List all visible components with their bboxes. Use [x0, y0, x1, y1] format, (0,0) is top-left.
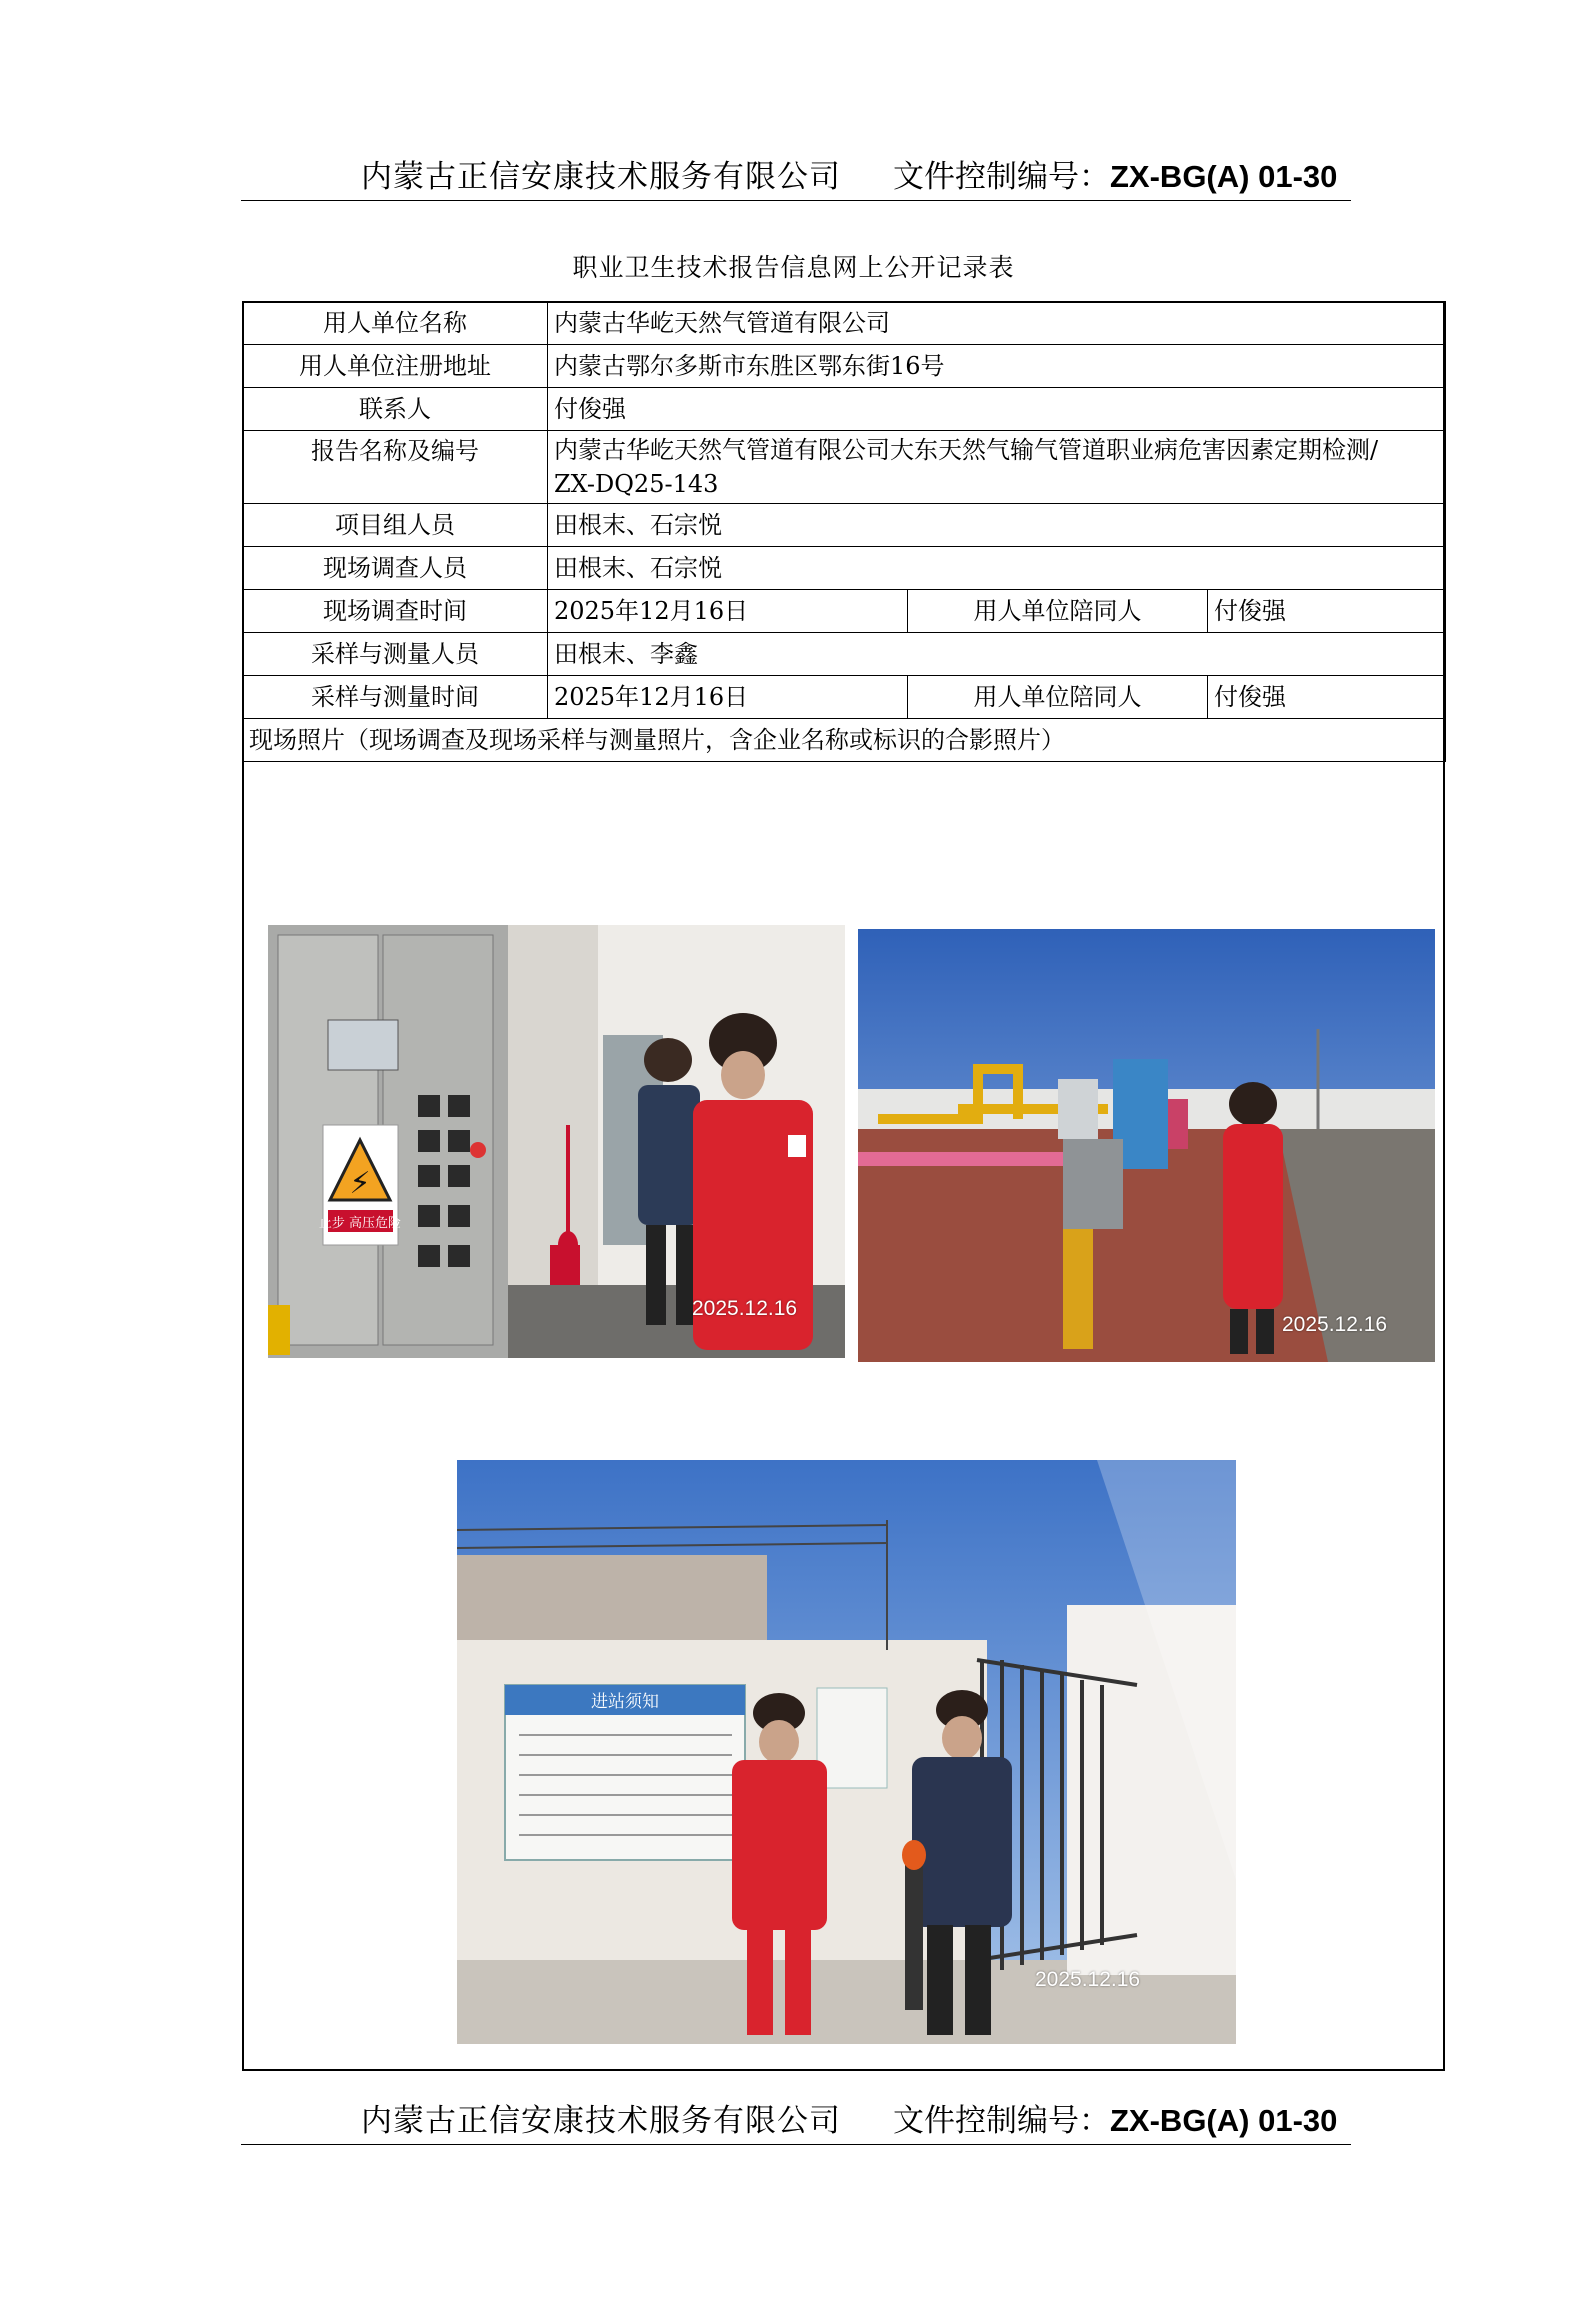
label-project-team: 项目组人员 — [243, 504, 548, 547]
photos-heading: 现场照片（现场调查及现场采样与测量照片，含企业名称或标识的合影照片） — [243, 719, 1446, 762]
label-contact: 联系人 — [243, 388, 548, 431]
label-survey-staff: 现场调查人员 — [243, 547, 548, 590]
row-contact — [243, 388, 1446, 431]
page-header — [241, 150, 1351, 201]
control-code: ZX-BG(A) 01-30 — [1110, 159, 1338, 194]
value-employer-name: 内蒙古华屹天然气管道有限公司 — [548, 302, 1446, 345]
control-code: ZX-BG(A) 01-30 — [1110, 2103, 1338, 2138]
company-name: 内蒙古正信安康技术服务有限公司 — [361, 2103, 841, 2139]
photo-date-stamp: 2025.12.16 — [692, 1297, 798, 1320]
row-report — [243, 431, 1446, 504]
value-sampling-staff: 田根末、李鑫 — [548, 633, 1446, 676]
row-employer-name — [243, 302, 1446, 345]
label-employer-name: 用人单位名称 — [243, 302, 548, 345]
control-number — [893, 2095, 1337, 2140]
value-survey-escort: 付俊强 — [1208, 590, 1446, 633]
svg-text:⚡: ⚡ — [349, 1166, 371, 1201]
value-sampling-time: 2025年12月16日 — [548, 676, 908, 719]
value-project-team: 田根末、石宗悦 — [548, 504, 1446, 547]
row-sampling-staff — [243, 633, 1446, 676]
label-report: 报告名称及编号 — [243, 431, 548, 504]
value-survey-staff: 田根末、石宗悦 — [548, 547, 1446, 590]
notice-board-title: 进站须知 — [591, 1692, 659, 1712]
value-survey-time: 2025年12月16日 — [548, 590, 908, 633]
value-report: 内蒙古华屹天然气管道有限公司大东天然气输气管道职业病危害因素定期检测/ ZX-DQ25-143 — [548, 431, 1446, 504]
control-label: 文件控制编号： — [893, 159, 1110, 195]
photo-pipeline-station — [858, 929, 1435, 1362]
company-name: 内蒙古正信安康技术服务有限公司 — [361, 159, 841, 195]
photo-station-entrance — [457, 1460, 1236, 2044]
value-employer-address: 内蒙古鄂尔多斯市东胜区鄂东街16号 — [548, 345, 1446, 388]
value-sampling-escort: 付俊强 — [1208, 676, 1446, 719]
row-survey-staff — [243, 547, 1446, 590]
warning-sign-text: 止步 高压危险 — [318, 1216, 402, 1231]
control-number — [893, 151, 1337, 196]
label-sampling-time: 采样与测量时间 — [243, 676, 548, 719]
label-employer-address: 用人单位注册地址 — [243, 345, 548, 388]
page-footer — [241, 2094, 1351, 2145]
photo-switchgear-room — [268, 925, 845, 1358]
label-survey-time: 现场调查时间 — [243, 590, 548, 633]
row-employer-address — [243, 345, 1446, 388]
value-contact: 付俊强 — [548, 388, 1446, 431]
record-table — [242, 301, 1446, 762]
document-title: 职业卫生技术报告信息网上公开记录表 — [572, 253, 1015, 282]
row-photos-heading — [243, 719, 1446, 762]
row-sampling-time — [243, 676, 1446, 719]
label-sampling-escort: 用人单位陪同人 — [908, 676, 1208, 719]
photo-date-stamp: 2025.12.16 — [1282, 1313, 1388, 1336]
row-project-team — [243, 504, 1446, 547]
photo-date-stamp: 2025.12.16 — [1035, 1968, 1141, 1991]
label-survey-escort: 用人单位陪同人 — [908, 590, 1208, 633]
row-survey-time — [243, 590, 1446, 633]
control-label: 文件控制编号： — [893, 2103, 1110, 2139]
label-sampling-staff: 采样与测量人员 — [243, 633, 548, 676]
